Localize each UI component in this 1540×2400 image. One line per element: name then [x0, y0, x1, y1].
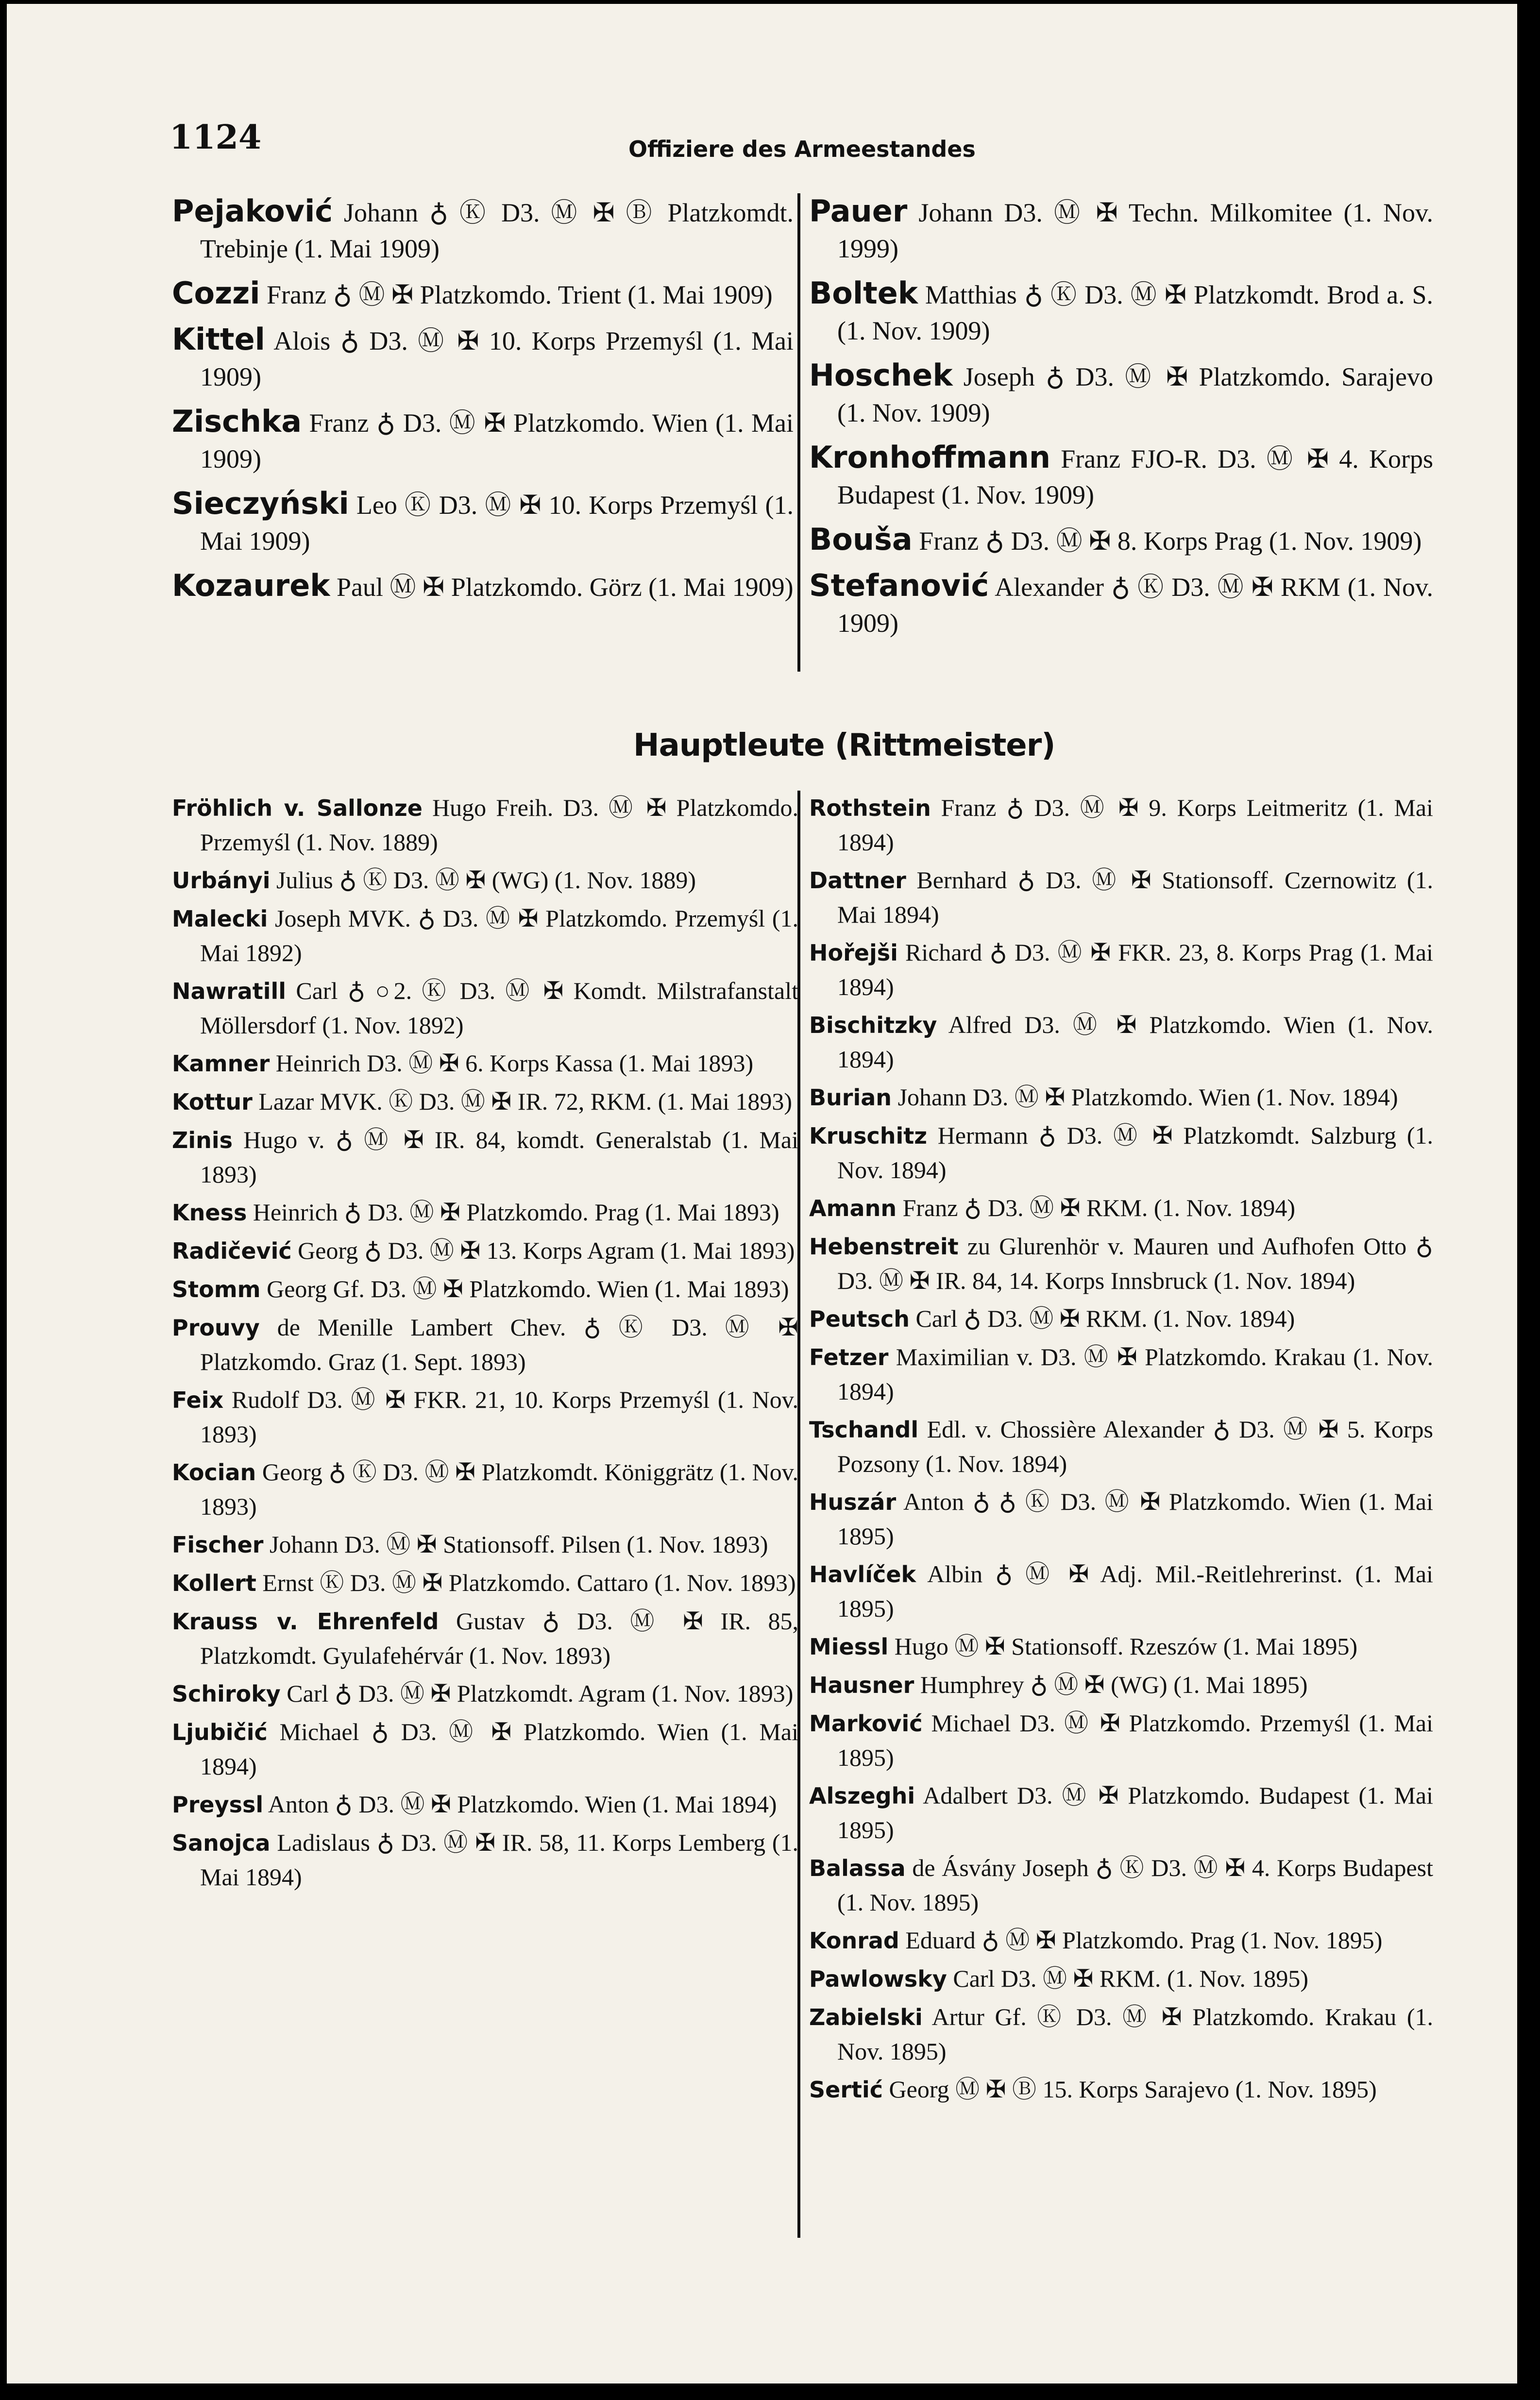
- entry-details: Paul Ⓜ ✠ Platzkomdo. Görz (1. Mai 1909): [336, 573, 794, 602]
- entry-name: Kottur: [172, 1089, 253, 1115]
- entry-details: Heinrich D3. Ⓜ ✠ 6. Korps Kassa (1. Mai 1893): [275, 1049, 754, 1077]
- entry-name: Huszár: [809, 1489, 897, 1515]
- entry-details: Johann D3. Ⓜ ✠ Platzkomdo. Wien (1. Nov. 1894): [897, 1083, 1398, 1111]
- register-entry: [809, 275, 1433, 349]
- register-entry: [809, 1778, 1433, 1847]
- entry-name: Kocian: [172, 1459, 256, 1486]
- entry-name: Zinis: [172, 1127, 233, 1153]
- entry-name: Pejaković: [172, 193, 333, 229]
- entry-details: Johann D3. Ⓜ ✠ Techn. Milkomitee (1. Nov. 1999): [837, 198, 1433, 263]
- entry-name: Hebenstreit: [809, 1234, 959, 1260]
- entry-details: Georg Ⓜ ✠ Ⓑ 15. Korps Sarajevo (1. Nov. 1895): [889, 2076, 1377, 2103]
- entry-name: Radičević: [172, 1238, 292, 1264]
- entry-name: Burian: [809, 1084, 892, 1111]
- register-entry: [172, 1234, 798, 1268]
- register-entry: [172, 1825, 798, 1894]
- register-entry: [172, 1604, 798, 1673]
- register-entry: [809, 1923, 1433, 1958]
- entry-details: Bernhard ♁ D3. Ⓜ ✠ Stationsoff. Czernowitz (1. Mai 1894): [837, 866, 1433, 928]
- running-title: Offiziere des Armeestandes: [628, 136, 976, 162]
- entry-details: Ernst Ⓚ D3. Ⓜ ✠ Platzkomdo. Cattaro (1. Nov. 1893): [262, 1569, 796, 1596]
- entry-details: Edl. v. Chossière Alexander ♁ D3. Ⓜ ✠ 5. Korps Pozsony (1. Nov. 1894): [837, 1416, 1433, 1477]
- entry-name: Kronhoffmann: [809, 439, 1051, 475]
- entry-details: Rudolf D3. Ⓜ ✠ FKR. 21, 10. Korps Przemyśl (1. Nov. 1893): [200, 1386, 798, 1448]
- entry-name: Cozzi: [172, 275, 260, 311]
- entry-details: Carl ♁ ○2. Ⓚ D3. Ⓜ ✠ Komdt. Milstrafanstalt Möllersdorf (1. Nov. 1892): [200, 977, 799, 1039]
- column-divider-top: [797, 193, 800, 672]
- entry-details: Hugo v. ♁ Ⓜ ✠ IR. 84, komdt. Generalstab (1. Mai 1893): [200, 1126, 798, 1188]
- entry-details: Gustav ♁ D3. Ⓜ ✠ IR. 85, Platzkomdt. Gyulafehérvár (1. Nov. 1893): [200, 1607, 798, 1669]
- entry-details: Albin ♁ Ⓜ ✠ Adj. Mil.-Reitlehrerinst. (1. Mai 1895): [837, 1560, 1433, 1622]
- entry-name: Sieczyński: [172, 486, 349, 521]
- register-entry: [172, 1123, 798, 1191]
- entry-details: Johann D3. Ⓜ ✠ Stationsoff. Pilsen (1. Nov. 1893): [269, 1531, 768, 1558]
- entry-details: Carl ♁ D3. Ⓜ ✠ RKM. (1. Nov. 1894): [915, 1305, 1295, 1332]
- entry-details: Hugo Freih. D3. Ⓜ ✠ Platzkomdo. Przemyśl (1. Nov. 1889): [200, 794, 798, 856]
- register-entry: [809, 1629, 1433, 1664]
- page-number: 1124: [169, 118, 262, 157]
- register-entry: [809, 522, 1433, 559]
- entry-details: Lazar MVK. Ⓚ D3. Ⓜ ✠ IR. 72, RKM. (1. Mai 1893): [258, 1088, 793, 1115]
- register-entry: [809, 357, 1433, 431]
- register-entry: [809, 791, 1433, 859]
- entry-name: Ljubičić: [172, 1719, 268, 1745]
- entry-details: Franz ♁ D3. Ⓜ ✠ 9. Korps Leitmeritz (1. Mai 1894): [837, 794, 1434, 856]
- register-entry: [809, 1191, 1433, 1225]
- entry-name: Hořejši: [809, 940, 898, 966]
- entry-name: Marković: [809, 1710, 923, 1737]
- register-entry: [172, 1310, 798, 1379]
- entry-name: Amann: [809, 1195, 897, 1221]
- entry-name: Urbányi: [172, 867, 271, 894]
- entry-name: Kness: [172, 1200, 247, 1226]
- register-entry: [172, 1527, 798, 1562]
- register-entry: [172, 1046, 798, 1081]
- register-entry: [172, 1676, 798, 1711]
- entry-details: Julius ♁ Ⓚ D3. Ⓜ ✠ (WG) (1. Nov. 1889): [276, 866, 696, 894]
- entry-name: Feix: [172, 1387, 224, 1413]
- entry-name: Bischitzky: [809, 1012, 937, 1038]
- entry-details: Michael D3. Ⓜ ✠ Platzkomdo. Przemyśl (1. Mai 1895): [837, 1709, 1433, 1771]
- entry-name: Nawratill: [172, 978, 287, 1004]
- entry-details: Georg ♁ Ⓚ D3. Ⓜ ✠ Platzkomdt. Königgrätz (1. Nov. 1893): [200, 1458, 798, 1520]
- entry-name: Boltek: [809, 275, 918, 311]
- entry-name: Stomm: [172, 1276, 261, 1302]
- document-page: [7, 4, 1517, 2383]
- entry-details: Johann ♁ Ⓚ D3. Ⓜ ✠ Ⓑ Platzkomdt. Trebinje (1. Mai 1909): [200, 198, 794, 263]
- register-entry: [172, 791, 798, 859]
- entry-name: Kollert: [172, 1570, 256, 1596]
- entry-name: Hausner: [809, 1672, 914, 1698]
- register-entry: [809, 1229, 1433, 1298]
- entry-name: Krauss v. Ehrenfeld: [172, 1608, 439, 1635]
- register-entry: [172, 1715, 798, 1783]
- register-entry: [172, 1084, 798, 1119]
- entry-details: Ladislaus ♁ D3. Ⓜ ✠ IR. 58, 11. Korps Lemberg (1. Mai 1894): [200, 1829, 798, 1891]
- entry-details: Heinrich ♁ D3. Ⓜ ✠ Platzkomdo. Prag (1. Mai 1893): [253, 1199, 779, 1226]
- register-entry: [809, 1557, 1433, 1625]
- register-entry: [809, 2000, 1433, 2068]
- register-entry: [809, 568, 1433, 641]
- entry-name: Sanojca: [172, 1830, 271, 1856]
- entry-name: Pawlowsky: [809, 1966, 947, 1992]
- entry-name: Fetzer: [809, 1344, 889, 1370]
- entry-details: Carl ♁ D3. Ⓜ ✠ Platzkomdt. Agram (1. Nov. 1893): [287, 1680, 794, 1707]
- register-entry: [172, 1455, 798, 1523]
- entry-details: Eduard ♁ Ⓜ ✠ Platzkomdo. Prag (1. Nov. 1895): [905, 1927, 1383, 1954]
- entry-details: Artur Gf. Ⓚ D3. Ⓜ ✠ Platzkomdo. Krakau (1. Nov. 1895): [837, 2003, 1433, 2065]
- entry-details: Hermann ♁ D3. Ⓜ ✠ Platzkomdt. Salzburg (1. Nov. 1894): [837, 1122, 1434, 1183]
- register-entry: [809, 1118, 1433, 1187]
- entry-name: Pauer: [809, 193, 908, 229]
- top-left-column: [172, 193, 794, 614]
- register-entry: [172, 568, 794, 605]
- entry-details: Joseph ♁ D3. Ⓜ ✠ Platzkomdo. Sarajevo (1. Nov. 1909): [837, 362, 1434, 427]
- entry-details: de Menille Lambert Chev. ♁ Ⓚ D3. Ⓜ ✠ Platzkomdo. Graz (1. Sept. 1893): [200, 1314, 799, 1375]
- register-entry: [809, 1301, 1433, 1336]
- top-right-column: [809, 193, 1433, 650]
- entry-details: Franz FJO-R. D3. Ⓜ ✠ 4. Korps Budapest (1. Nov. 1909): [837, 444, 1433, 509]
- entry-name: Malecki: [172, 906, 268, 932]
- section-heading: Hauptleute (Rittmeister): [633, 727, 1055, 763]
- entry-details: Georg ♁ D3. Ⓜ ✠ 13. Korps Agram (1. Mai 1893): [298, 1237, 795, 1264]
- entry-name: Rothstein: [809, 795, 931, 821]
- entry-name: Zabielski: [809, 2004, 923, 2030]
- entry-details: Anton ♁ ♁ Ⓚ D3. Ⓜ ✠ Platzkomdo. Wien (1. Mai 1895): [837, 1488, 1433, 1550]
- entry-details: Maximilian v. D3. Ⓜ ✠ Platzkomdo. Krakau (1. Nov. 1894): [837, 1343, 1433, 1405]
- entry-details: Anton ♁ D3. Ⓜ ✠ Platzkomdo. Wien (1. Mai 1894): [268, 1791, 777, 1818]
- register-entry: [172, 974, 798, 1042]
- register-entry: [809, 863, 1433, 931]
- entry-name: Tschandl: [809, 1417, 919, 1443]
- register-entry: [809, 1340, 1433, 1408]
- register-entry: [809, 439, 1433, 513]
- entry-details: Alexander ♁ Ⓚ D3. Ⓜ ✠ RKM (1. Nov. 1909): [837, 573, 1433, 638]
- entry-details: Matthias ♁ Ⓚ D3. Ⓜ ✠ Platzkomdt. Brod a. S. (1. Nov. 1909): [837, 280, 1433, 345]
- entry-details: Hugo Ⓜ ✠ Stationsoff. Rzeszów (1. Mai 1895): [894, 1633, 1358, 1660]
- entry-details: Michael ♁ D3. Ⓜ ✠ Platzkomdo. Wien (1. Mai 1894): [200, 1718, 798, 1780]
- entry-name: Peutsch: [809, 1306, 910, 1332]
- entry-details: Franz ♁ D3. Ⓜ ✠ RKM. (1. Nov. 1894): [902, 1194, 1296, 1221]
- register-entry: [809, 1008, 1433, 1076]
- entry-name: Balassa: [809, 1855, 906, 1881]
- register-entry: [172, 486, 794, 559]
- register-entry: [172, 1787, 798, 1822]
- bottom-left-column: [172, 791, 798, 1898]
- entry-details: Adalbert D3. Ⓜ ✠ Platzkomdo. Budapest (1. Mai 1895): [837, 1782, 1433, 1843]
- register-entry: [809, 1412, 1433, 1481]
- register-entry: [172, 275, 794, 313]
- register-entry: [172, 901, 798, 970]
- register-entry: [809, 1851, 1433, 1919]
- entry-name: Bouša: [809, 522, 913, 557]
- register-entry: [172, 1272, 798, 1306]
- entry-details: Franz ♁ D3. Ⓜ ✠ 8. Korps Prag (1. Nov. 1909): [919, 526, 1422, 556]
- entry-details: zu Glurenhör v. Mauren und Aufhofen Otto ♁ D3. Ⓜ ✠ IR. 84, 14. Korps Innsbruck (1. Nov. 1894): [837, 1233, 1434, 1294]
- entry-name: Konrad: [809, 1927, 899, 1954]
- register-entry: [809, 1080, 1433, 1115]
- register-entry: [172, 1195, 798, 1230]
- register-entry: [809, 1706, 1433, 1775]
- register-entry: [172, 404, 794, 477]
- register-entry: [172, 193, 794, 267]
- register-entry: [809, 193, 1433, 267]
- entry-name: Kruschitz: [809, 1123, 928, 1149]
- entry-details: Richard ♁ D3. Ⓜ ✠ FKR. 23, 8. Korps Prag (1. Mai 1894): [837, 939, 1434, 1000]
- entry-details: Alois ♁ D3. Ⓜ ✠ 10. Korps Przemyśl (1. Mai 1909): [200, 326, 794, 391]
- entry-name: Alszeghi: [809, 1783, 915, 1809]
- entry-name: Stefanović: [809, 568, 989, 603]
- register-entry: [172, 321, 794, 395]
- register-entry: [809, 2072, 1433, 2107]
- register-entry: [809, 1961, 1433, 1996]
- register-entry: [809, 1668, 1433, 1702]
- entry-details: Franz ♁ Ⓜ ✠ Platzkomdo. Trient (1. Mai 1909): [267, 280, 773, 309]
- entry-name: Kittel: [172, 321, 265, 357]
- register-entry: [172, 1566, 798, 1600]
- register-entry: [172, 863, 798, 897]
- register-entry: [172, 1383, 798, 1451]
- entry-name: Kamner: [172, 1050, 270, 1077]
- entry-name: Fröhlich v. Sallonze: [172, 795, 423, 821]
- register-entry: [809, 935, 1433, 1004]
- entry-details: de Ásvány Joseph ♁ Ⓚ D3. Ⓜ ✠ 4. Korps Budapest (1. Nov. 1895): [837, 1854, 1434, 1916]
- entry-name: Preyssl: [172, 1792, 264, 1818]
- entry-name: Prouvy: [172, 1315, 260, 1341]
- entry-name: Fischer: [172, 1532, 264, 1558]
- entry-details: Joseph MVK. ♁ D3. Ⓜ ✠ Platzkomdo. Przemyśl (1. Mai 1892): [200, 905, 799, 966]
- entry-details: Leo Ⓚ D3. Ⓜ ✠ 10. Korps Przemyśl (1. Mai 1909): [200, 490, 794, 556]
- entry-details: Carl D3. Ⓜ ✠ RKM. (1. Nov. 1895): [953, 1965, 1309, 1992]
- entry-name: Miessl: [809, 1634, 889, 1660]
- entry-name: Schiroky: [172, 1681, 281, 1707]
- entry-details: Humphrey ♁ Ⓜ ✠ (WG) (1. Mai 1895): [920, 1671, 1308, 1698]
- bottom-right-column: [809, 791, 1433, 2111]
- entry-details: Georg Gf. D3. Ⓜ ✠ Platzkomdo. Wien (1. Mai 1893): [267, 1275, 789, 1302]
- entry-name: Hoschek: [809, 357, 953, 393]
- register-entry: [809, 1485, 1433, 1553]
- entry-name: Dattner: [809, 867, 906, 894]
- entry-details: Franz ♁ D3. Ⓜ ✠ Platzkomdo. Wien (1. Mai 1909): [200, 408, 794, 473]
- entry-name: Zischka: [172, 404, 302, 439]
- entry-name: Sertić: [809, 2077, 883, 2103]
- entry-name: Havlíček: [809, 1561, 916, 1588]
- entry-name: Kozaurek: [172, 568, 330, 603]
- entry-details: Alfred D3. Ⓜ ✠ Platzkomdo. Wien (1. Nov. 1894): [837, 1011, 1434, 1073]
